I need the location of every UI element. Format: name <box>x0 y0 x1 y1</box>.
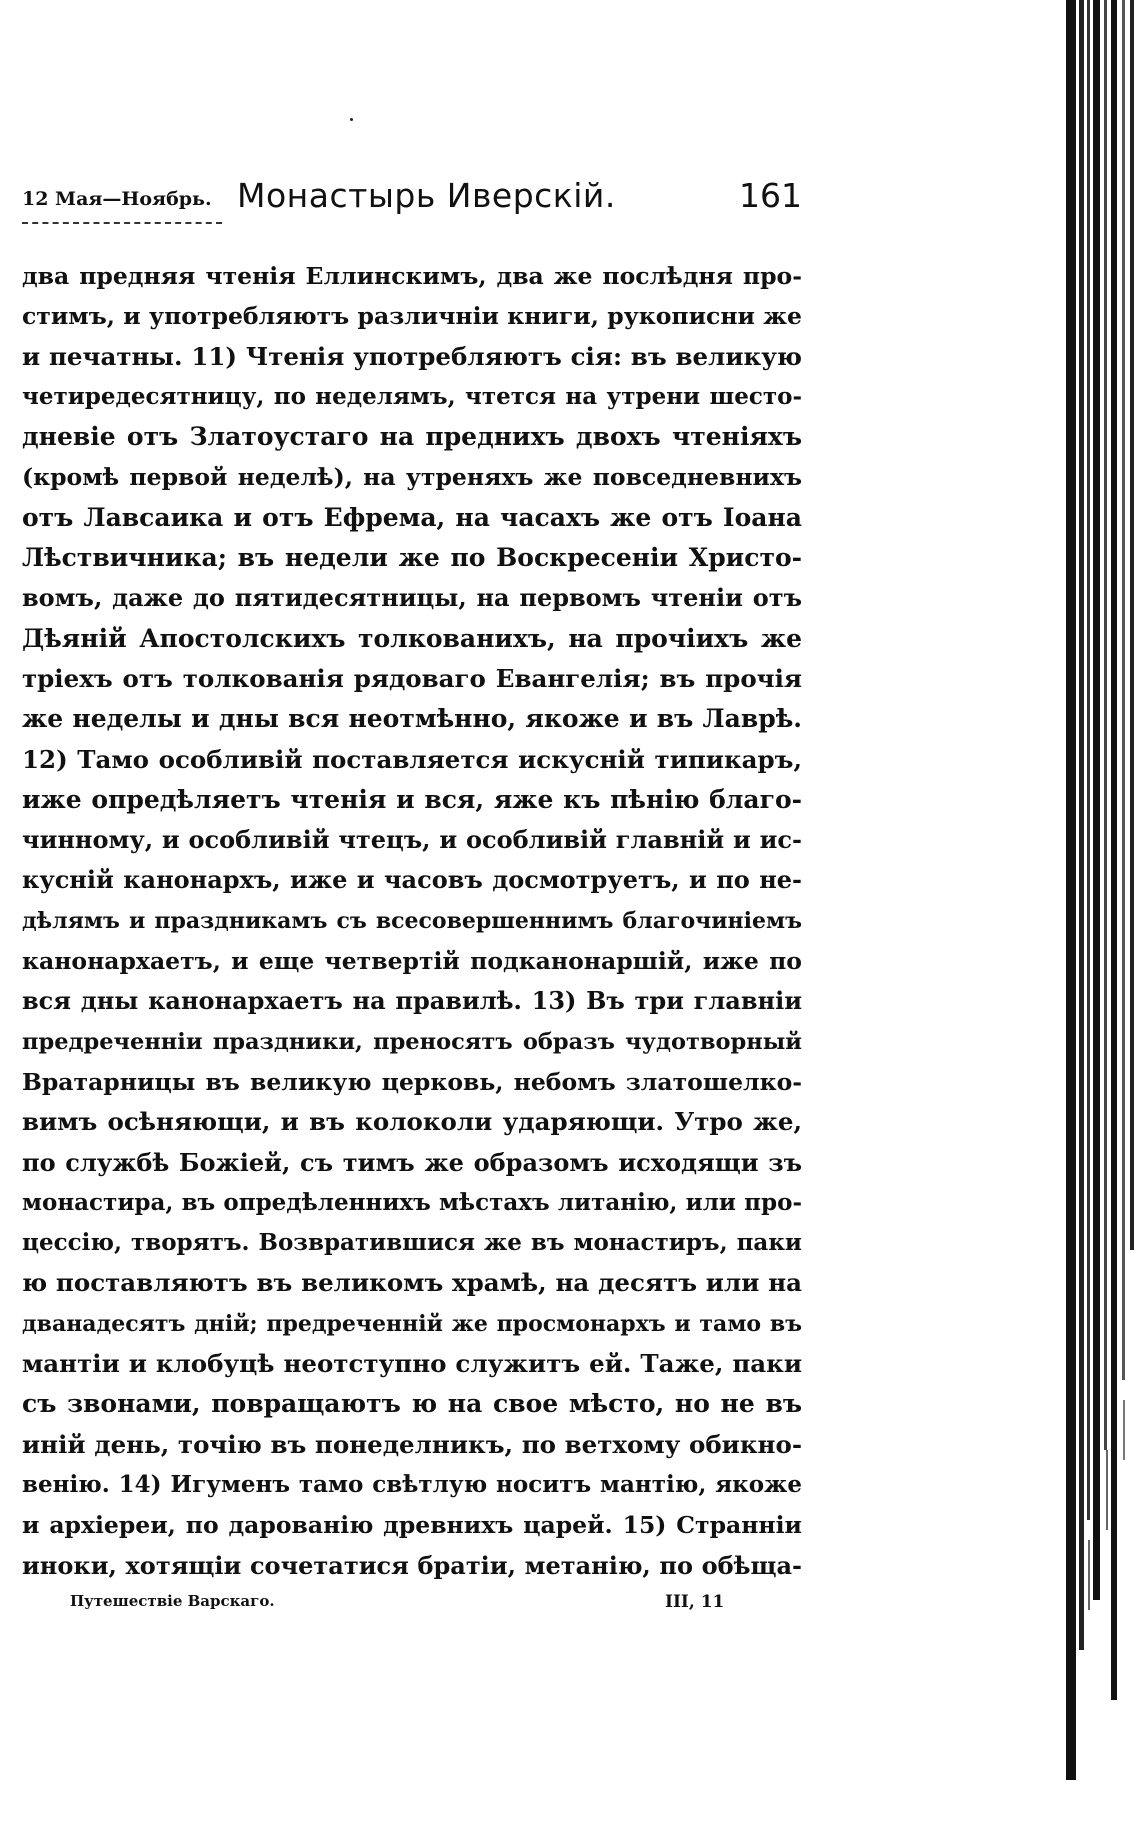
text-line: (кромѣ первой неделѣ), на утреняхъ же повседневнихъ <box>22 463 802 492</box>
text-line: же неделы и дны вся неотмѣнно, якоже и въ Лаврѣ. <box>22 704 802 734</box>
text-line: венію. 14) Игуменъ тамо свѣтлую носитъ мантію, якоже <box>22 1470 802 1498</box>
text-line: иноки, хотящіи сочетатися братіи, метанію, по обѣща- <box>22 1550 802 1580</box>
text-line: и архіереи, по дарованію древнихъ царей. 15) Странніи <box>22 1511 802 1540</box>
footer-signature-mark: III, 11 <box>665 1592 725 1612</box>
text-line: кусній канонархъ, иже и часовъ досмотруетъ, и по не- <box>22 865 802 895</box>
running-header <box>22 170 802 220</box>
text-line: дневіе отъ Златоустаго на преднихъ двохъ чтеніяхъ <box>22 422 802 452</box>
print-speck <box>350 118 353 121</box>
text-line: вся дны канонархаетъ на правилѣ. 13) Въ три главніи <box>22 986 802 1016</box>
text-line: Лѣствичника; въ недели же по Воскресеніи Христо- <box>22 543 802 573</box>
text-line: монастира, въ опредѣленнихъ мѣстахъ литанію, или про- <box>22 1188 802 1216</box>
text-line: чинному, и особливій чтецъ, и особливій главній и ис- <box>22 825 802 855</box>
text-line: и печатны. 11) Чтенія употребляютъ сія: въ великую <box>22 341 802 371</box>
text-line: Вратарницы въ великую церковь, небомъ златошелко- <box>22 1067 802 1096</box>
text-line: вимъ осѣняющи, и въ колоколи ударяющи. Утро же, <box>22 1107 802 1137</box>
text-line: 12) Тамо особливій поставляется искусній типикаръ, <box>22 744 802 774</box>
text-line: ю поставляютъ въ великомъ храмѣ, на десятъ или на <box>22 1268 802 1298</box>
running-head-dates: 12 Мая—Ноябрь. <box>22 188 212 210</box>
text-line: иній день, точію въ понеделникъ, по ветхому обикно- <box>22 1429 802 1459</box>
running-head-title: Монастырь Иверскій. <box>237 176 616 215</box>
text-line: два предняя чтенія Еллинскимъ, два же послѣдня про- <box>22 262 802 290</box>
header-rule <box>22 222 222 224</box>
text-line: отъ Лавсаика и отъ Ефрема, на часахъ же отъ Іоана <box>22 502 802 532</box>
page-number: 161 <box>739 176 802 215</box>
text-line: по службѣ Божіей, съ тимъ же образомъ исходящи зъ <box>22 1147 802 1177</box>
text-line: съ звонами, повращаютъ ю на свое мѣсто, но не въ <box>22 1389 802 1419</box>
scanned-binding-edge <box>1060 0 1140 1844</box>
text-line: дванадесятъ дній; предреченній же просмонархъ и тамо въ <box>22 1310 802 1337</box>
page-footer <box>70 1592 770 1622</box>
text-line: иже опредѣляетъ чтенія и вся, яже къ пѣнію благо- <box>22 784 802 814</box>
text-line: цессію, творятъ. Возвратившися же въ монастиръ, паки <box>22 1229 802 1257</box>
text-line: мантіи и клобуцѣ неотступно служитъ ей. Таже, паки <box>22 1349 802 1379</box>
footer-book-title: Путешествіе Варскаго. <box>70 1592 275 1610</box>
body-text <box>22 256 802 1586</box>
text-line: стимъ, и употребляютъ различніи книги, рукописни же <box>22 302 802 331</box>
text-line: Дѣяній Апостолскихъ толкованихъ, на прочіихъ же <box>22 623 802 653</box>
text-line: вомъ, даже до пятидесятницы, на первомъ чтеніи отъ <box>22 583 802 613</box>
text-line: предреченніи праздники, преносятъ образъ чудотворный <box>22 1028 802 1055</box>
text-line: канонархаетъ, и еще четвертій подканонаршій, иже по <box>22 947 802 976</box>
text-line: тріехъ отъ толкованія рядоваго Евангелія; въ прочія <box>22 663 802 693</box>
text-line: четиредесятницу, по неделямъ, чтется на утрени шесто- <box>22 382 802 410</box>
text-line: дѣлямъ и праздникамъ съ всесовершеннимъ благочиніемъ <box>22 907 802 934</box>
